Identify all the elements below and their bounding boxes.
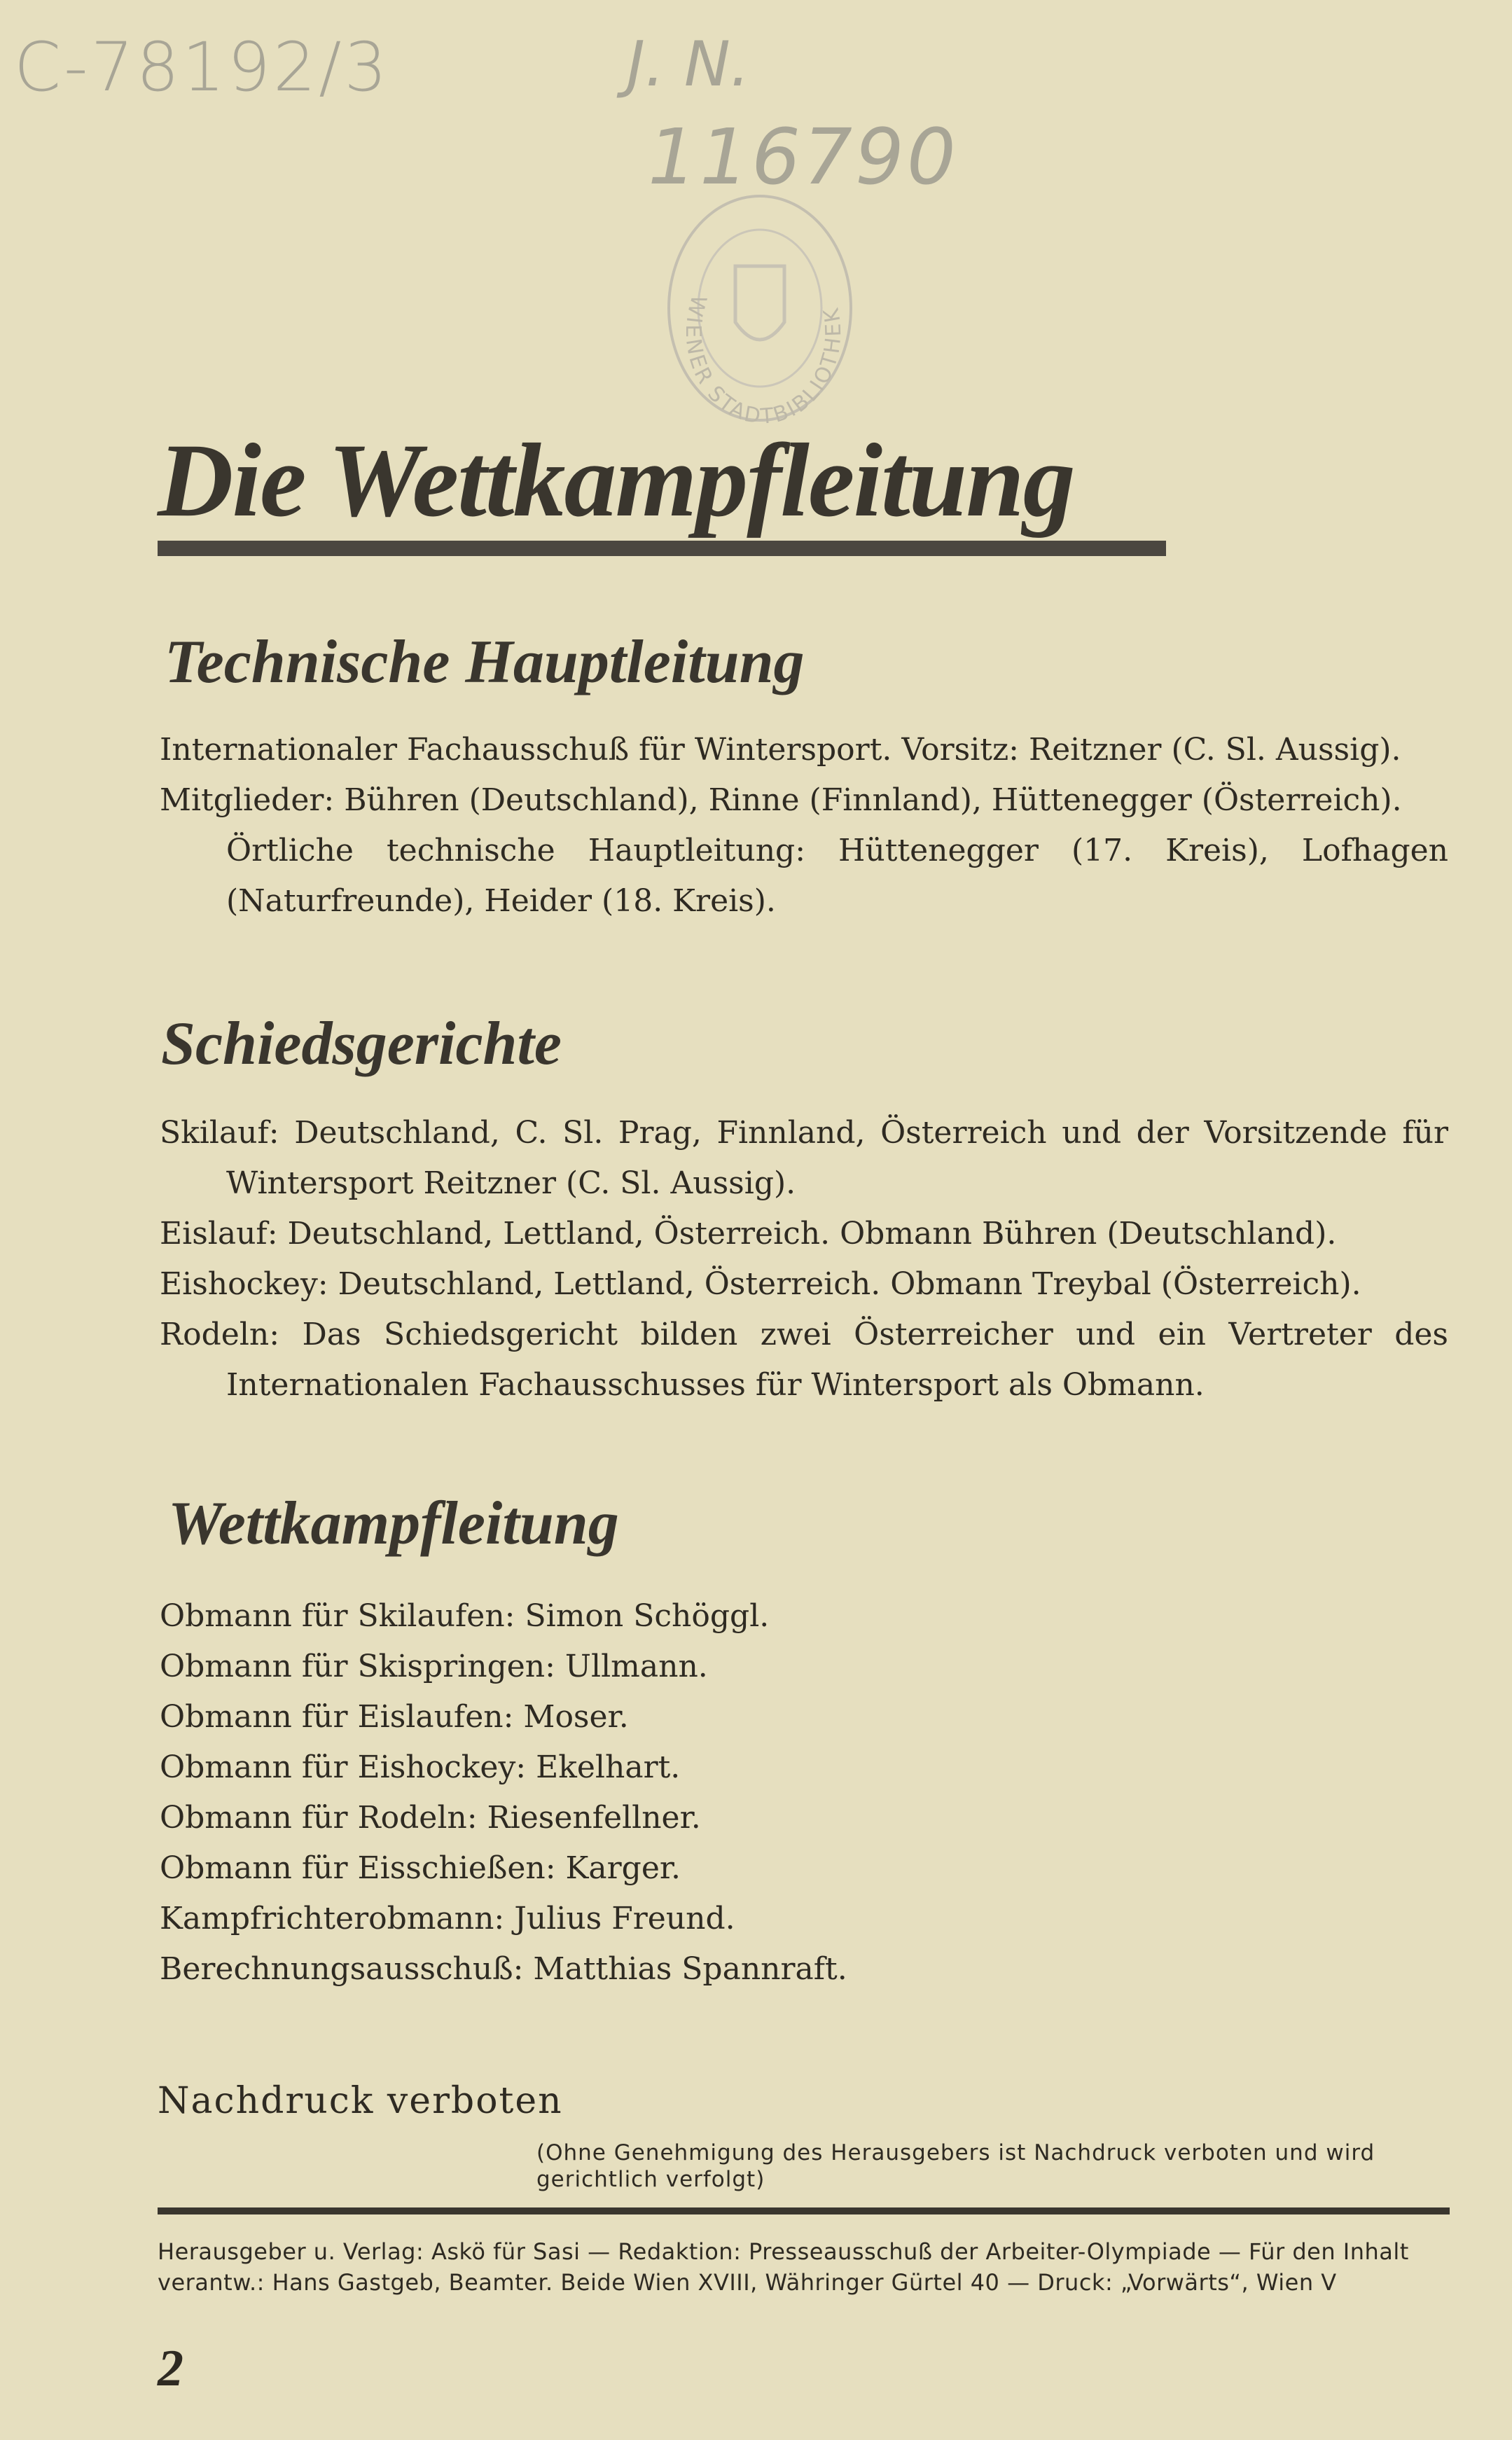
official-list-item: Obmann für Eisschießen: Karger.	[160, 1850, 681, 1886]
schieds-item: Eislauf: Deutschland, Lettland, Österreich. Obmann Bühren (Deutschland).	[160, 1216, 1337, 1252]
official-list-item: Obmann für Skilaufen: Simon Schöggl.	[160, 1598, 770, 1634]
schieds-item: Skilauf: Deutschland, C. Sl. Prag, Finnland, Österreich und der Vorsitzende für Wintersport Reitzner (C. Sl. Aussig).	[160, 1115, 1448, 1201]
imprint-line-1: Herausgeber u. Verlag: Askö für Sasi — Redaktion: Presseausschuß der Arbeiter-Olympiade — Für den Inhalt	[158, 2238, 1409, 2265]
inventory-number-annotation: 116790	[648, 112, 959, 202]
title-underline	[158, 541, 1166, 556]
reprint-notice-title: Nachdruck verboten	[158, 2080, 563, 2122]
schieds-item: Rodeln: Das Schiedsgericht bilden zwei Österreicher und ein Vertreter des Internationalen Fachausschusses für Wintersport als Obmann.	[160, 1317, 1448, 1403]
official-list-item: Obmann für Eishockey: Ekelhart.	[160, 1749, 681, 1785]
section-wettkampf	[160, 1591, 1448, 1995]
section-technische	[160, 725, 1448, 927]
official-list-item: Kampfrichterobmann: Julius Freund.	[160, 1901, 735, 1936]
official-list-item: Obmann für Eislaufen: Moser.	[160, 1699, 629, 1735]
svg-text:WIENER STADTBIBLIOTHEK	[681, 293, 846, 427]
schieds-item: Eishockey: Deutschland, Lettland, Österreich. Obmann Treybal (Österreich).	[160, 1266, 1361, 1302]
reprint-notice-text: (Ohne Genehmigung des Herausgebers ist Nachdruck verboten und wird gerichtlich verfolgt)	[536, 2140, 1375, 2192]
call-number-annotation: C-78192/3	[14, 28, 390, 106]
official-list-item: Berechnungsausschuß: Matthias Spannraft.	[160, 1951, 847, 1987]
page-number: 2	[158, 2340, 183, 2397]
technische-committee: Internationaler Fachausschuß für Wintersport. Vorsitz: Reitzner (C. Sl. Aussig).	[160, 732, 1401, 768]
page-title: Die Wettkampfleitung	[158, 422, 1074, 539]
footer-rule	[158, 2207, 1450, 2214]
section-schieds	[160, 1108, 1448, 1410]
imprint-line-2: verantw.: Hans Gastgeb, Beamter. Beide Wien XVIII, Währinger Gürtel 40 — Druck: „Vorwärts“, Wien V	[158, 2269, 1337, 2296]
initials-annotation: J. N.	[627, 28, 750, 100]
section-heading-schieds: Schiedsgerichte	[161, 1010, 562, 1078]
section-heading-wettkampf: Wettkampfleitung	[168, 1490, 619, 1558]
technische-local: Örtliche technische Hauptleitung: Hüttenegger (17. Kreis), Lofhagen (Naturfreunde), Heider (18. Kreis).	[226, 833, 1448, 919]
library-stamp	[665, 189, 854, 427]
technische-members: Mitglieder: Bühren (Deutschland), Rinne (Finnland), Hüttenegger (Österreich).	[160, 782, 1402, 818]
official-list-item: Obmann für Rodeln: Riesenfellner.	[160, 1800, 701, 1836]
official-list-item: Obmann für Skispringen: Ullmann.	[160, 1649, 708, 1684]
stamp-text: WIENER STADTBIBLIOTHEK	[680, 292, 847, 427]
section-heading-technische: Technische Hauptleitung	[165, 628, 805, 696]
